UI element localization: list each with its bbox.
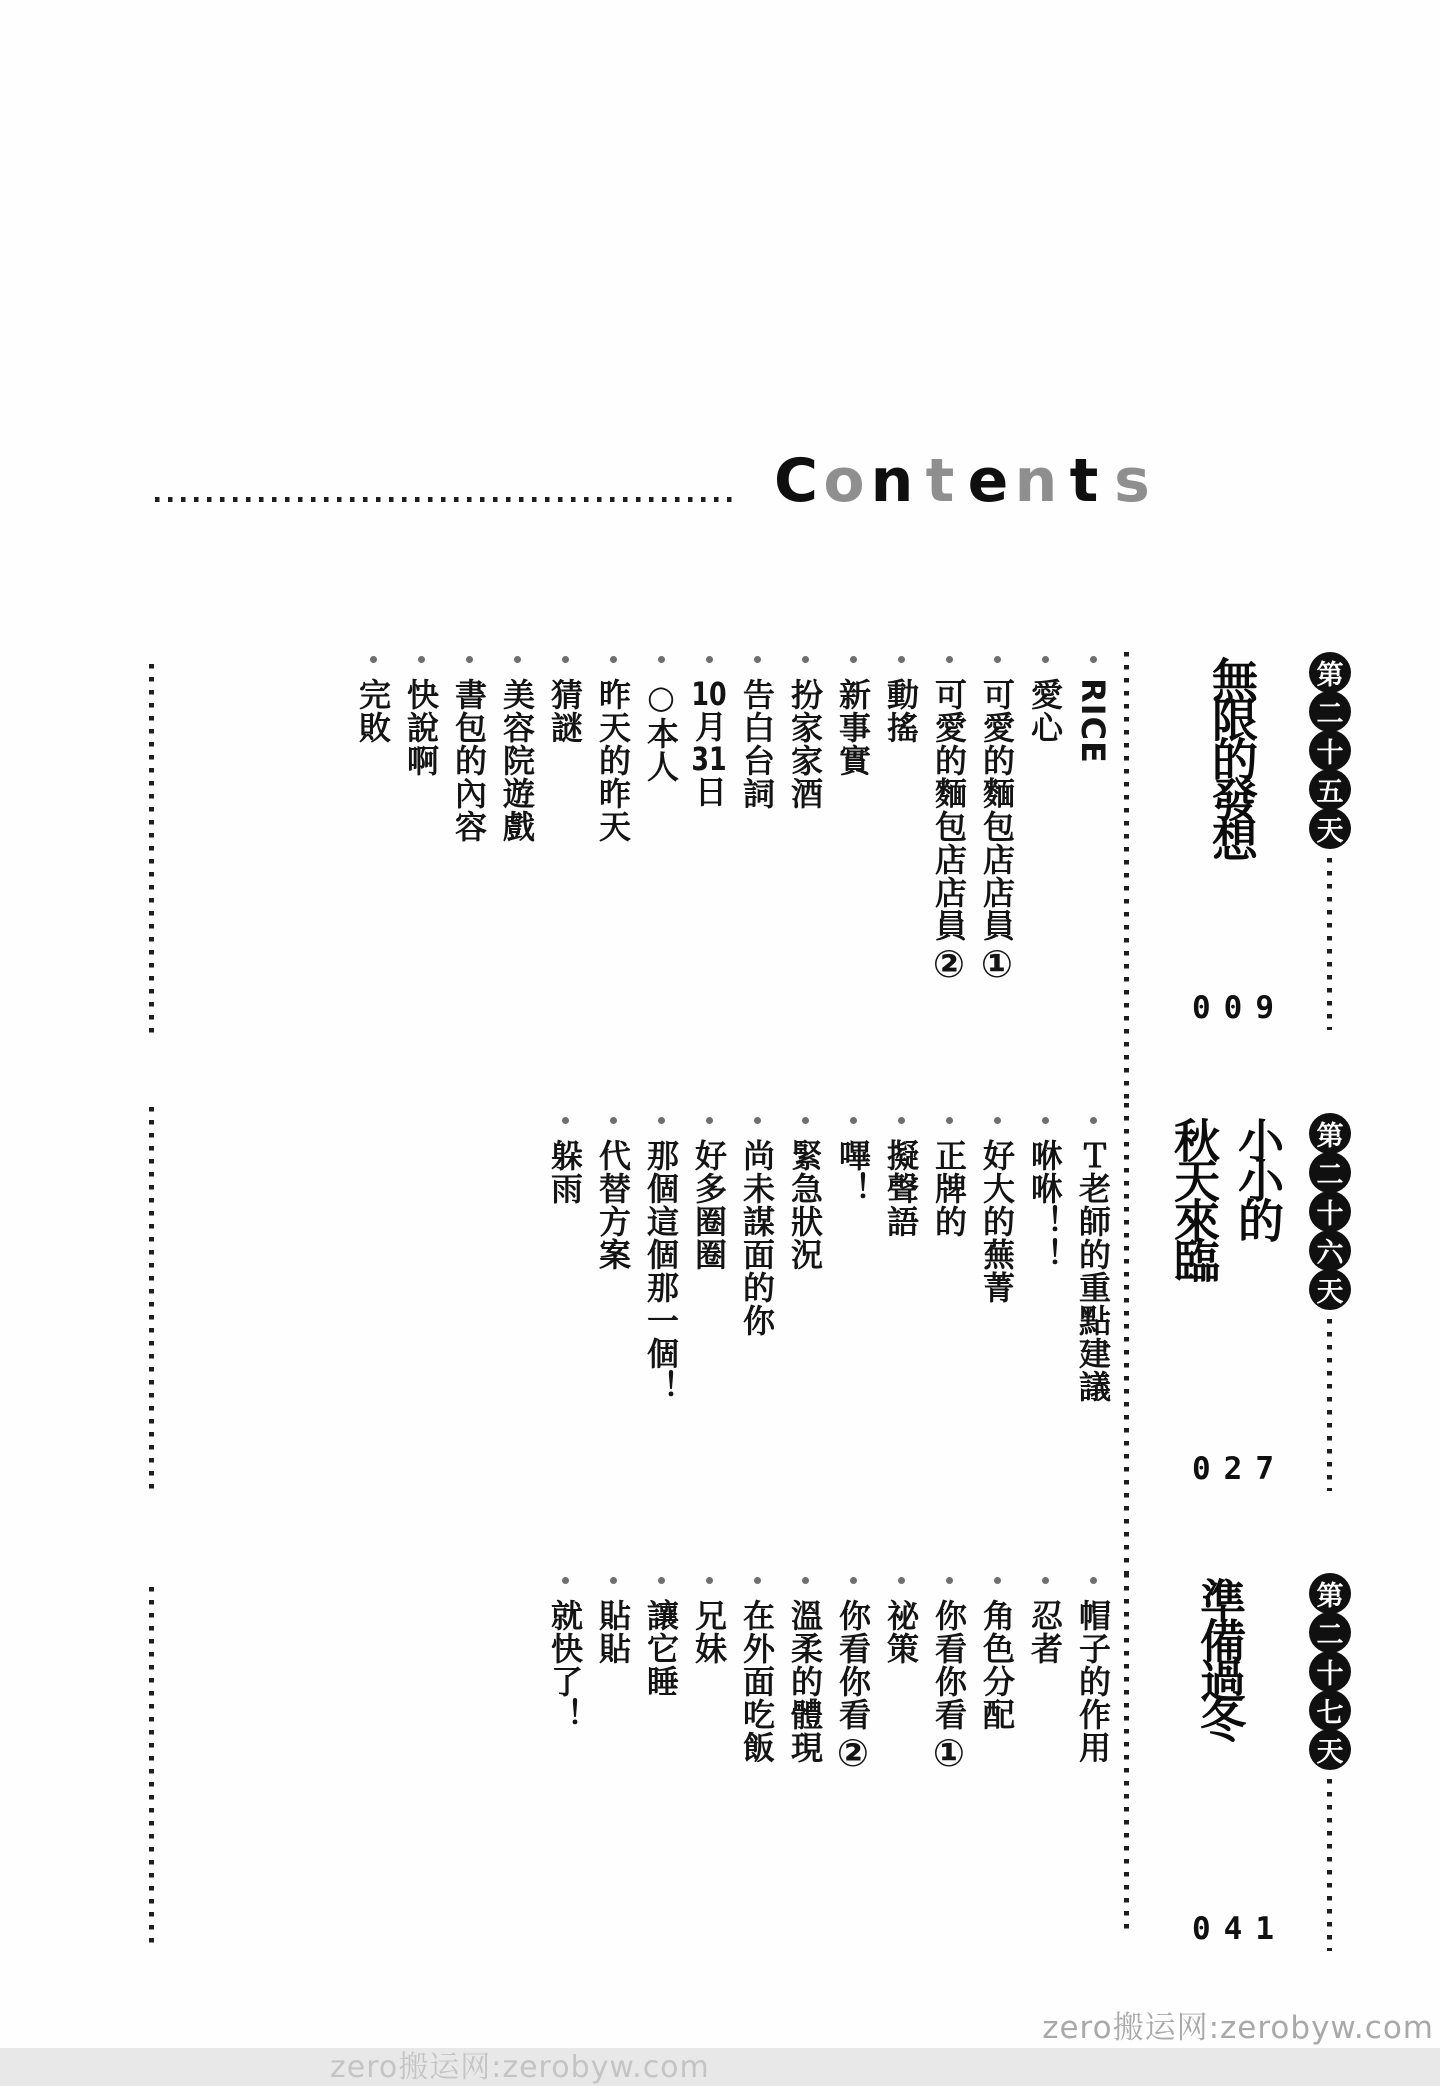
episode-title: 躲雨	[546, 1139, 584, 1205]
bullet-dot	[706, 656, 713, 663]
contents-letter: C	[773, 446, 819, 516]
episode-item	[692, 656, 726, 808]
episode-title: Ｔ老師的重點建議	[1074, 1139, 1112, 1403]
episode-title: 書包的內容	[450, 678, 488, 843]
contents-wordmark	[772, 448, 1156, 514]
episode-list	[356, 656, 1110, 986]
bullet-dot	[994, 1117, 1001, 1124]
left-dotted-line	[149, 664, 154, 1036]
episode-item	[884, 1117, 918, 1238]
day-badge	[1309, 652, 1351, 847]
episode-title: RICE	[1074, 678, 1112, 764]
episode-title: 在外面吃飯	[738, 1599, 776, 1764]
episode-title: 咻咻！！	[1026, 1139, 1064, 1271]
day-badge-character: 第	[1309, 652, 1351, 693]
episode-item	[1076, 656, 1110, 764]
bullet-dot	[562, 1117, 569, 1124]
episode-item	[884, 1577, 918, 1665]
chapter-title-column: 小小的	[1231, 1117, 1285, 1237]
episode-item	[692, 1577, 726, 1665]
episode-title: 讓它睡	[642, 1599, 680, 1698]
bullet-dot	[802, 1577, 809, 1584]
episode-list	[548, 1117, 1110, 1403]
bullet-dot	[658, 656, 665, 663]
day-badge-character: 天	[1309, 1269, 1351, 1310]
page-number: 027	[1192, 1451, 1287, 1487]
episode-item	[884, 656, 918, 744]
episode-title: 就快了！	[546, 1599, 584, 1731]
day-badge-character: 七	[1309, 1690, 1351, 1731]
left-dotted-line	[149, 1587, 154, 1944]
episode-item	[596, 1117, 630, 1271]
day-badge-character: 十	[1309, 1191, 1351, 1232]
episode-item	[980, 1117, 1014, 1304]
badge-dotted-line	[1327, 858, 1332, 1030]
episode-item	[692, 1117, 726, 1271]
day-badge-character: 五	[1309, 769, 1351, 810]
episode-item	[452, 656, 486, 843]
episode-item	[500, 656, 534, 843]
separator-dotted-line	[1124, 1103, 1129, 1581]
episode-title: ○本人	[642, 678, 680, 783]
episode-item	[1028, 656, 1062, 744]
separator-dotted-line	[1124, 1573, 1129, 1931]
contents-letter: o	[823, 446, 865, 516]
episode-title: 猜謎	[546, 678, 584, 744]
left-dotted-line	[149, 1107, 154, 1491]
episode-title: 告白台詞	[738, 678, 776, 810]
episode-title: 擬聲語	[882, 1139, 920, 1238]
bullet-dot	[706, 1577, 713, 1584]
episode-title: 愛心	[1026, 678, 1064, 744]
day-badge	[1309, 1113, 1351, 1308]
contents-letter: n	[870, 446, 914, 516]
bullet-dot	[850, 1577, 857, 1584]
bullet-dot	[562, 656, 569, 663]
bullet-dot	[610, 1577, 617, 1584]
episode-item	[836, 1117, 870, 1205]
episode-item	[1076, 1577, 1110, 1764]
bullet-dot	[706, 1117, 713, 1124]
page-number: 009	[1192, 990, 1287, 1026]
watermark-clipped: zero搬运网:zerobyw.com	[330, 2050, 710, 2085]
bullet-dot	[1042, 1577, 1049, 1584]
bullet-dot	[850, 656, 857, 663]
episode-title: 帽子的作用	[1074, 1599, 1112, 1764]
episode-item	[788, 1117, 822, 1271]
day-badge-character: 二	[1309, 691, 1351, 732]
episode-title: 緊急狀況	[786, 1139, 824, 1271]
bullet-dot	[658, 1117, 665, 1124]
episode-item	[740, 656, 774, 810]
badge-dotted-line	[1327, 1319, 1332, 1491]
episode-item	[644, 1117, 678, 1403]
episode-title: 溫柔的體現	[786, 1599, 824, 1764]
episode-item	[836, 656, 870, 777]
day-badge-character: 天	[1309, 1729, 1351, 1770]
chapter-title	[1200, 656, 1264, 856]
episode-title: 尚未謀面的你	[738, 1139, 776, 1337]
contents-letter: e	[967, 446, 1009, 516]
contents-dotted-rule	[155, 497, 735, 502]
bullet-dot	[658, 1577, 665, 1584]
bullet-dot	[1042, 656, 1049, 663]
bullet-dot	[802, 656, 809, 663]
chapter-title-column: 準備過冬	[1193, 1577, 1247, 1737]
episode-title: 代替方案	[594, 1139, 632, 1271]
episode-item	[831, 1577, 875, 1775]
episode-title: 祕策	[882, 1599, 920, 1665]
day-badge-character: 二	[1309, 1152, 1351, 1193]
episode-item	[548, 1117, 582, 1205]
episode-item	[980, 1577, 1014, 1731]
episode-title: 昨天的昨天	[594, 678, 632, 843]
episode-item	[644, 1577, 678, 1698]
episode-item	[740, 1117, 774, 1337]
episode-item	[740, 1577, 774, 1764]
contents-letter: t	[1069, 446, 1099, 516]
episode-item	[1076, 1117, 1110, 1403]
episode-title: 忍者	[1026, 1599, 1064, 1665]
episode-item	[548, 1577, 582, 1731]
episode-item	[356, 656, 390, 744]
episode-list	[548, 1577, 1110, 1775]
bullet-dot	[418, 656, 425, 663]
episode-title: 可愛的麵包店店員②	[927, 678, 971, 986]
episode-title: 你看你看①	[927, 1599, 971, 1775]
episode-title: 快說啊	[402, 678, 440, 777]
bullet-dot	[850, 1117, 857, 1124]
bullet-dot	[514, 656, 521, 663]
badge-dotted-line	[1327, 1779, 1332, 1951]
watermark: zero搬运网:zerobyw.com	[1042, 2010, 1434, 2046]
bullet-dot	[1090, 1117, 1097, 1124]
bullet-dot	[946, 656, 953, 663]
episode-item	[975, 656, 1019, 986]
episode-item	[932, 1117, 966, 1238]
contents-letter: s	[1114, 446, 1150, 516]
bullet-dot	[802, 1117, 809, 1124]
bullet-dot	[994, 656, 1001, 663]
day-badge-character: 十	[1309, 730, 1351, 771]
episode-item	[927, 656, 971, 986]
episode-item	[927, 1577, 971, 1775]
chapter-title	[1162, 1117, 1290, 1277]
day-badge-character: 天	[1309, 808, 1351, 849]
bullet-dot	[754, 656, 761, 663]
episode-title: 你看你看②	[831, 1599, 875, 1775]
episode-title: 好多圈圈	[690, 1139, 728, 1271]
day-badge-character: 六	[1309, 1230, 1351, 1271]
bullet-dot	[898, 1577, 905, 1584]
day-badge	[1309, 1573, 1351, 1768]
episode-title: 貼貼	[594, 1599, 632, 1665]
episode-item	[548, 656, 582, 744]
day-badge-character: 二	[1309, 1612, 1351, 1653]
episode-title: 美容院遊戲	[498, 678, 536, 843]
bullet-dot	[1042, 1117, 1049, 1124]
episode-title: 扮家家酒	[786, 678, 824, 810]
chapter-title-column: 無限的發想	[1205, 656, 1259, 856]
contents-letter: t	[925, 446, 955, 516]
bullet-dot	[610, 1117, 617, 1124]
bullet-dot	[754, 1117, 761, 1124]
episode-title: 角色分配	[978, 1599, 1016, 1731]
bullet-dot	[994, 1577, 1001, 1584]
page-number: 041	[1192, 1911, 1287, 1947]
episode-title: 10月31日	[690, 678, 728, 808]
episode-title: 動搖	[882, 678, 920, 744]
bullet-dot	[562, 1577, 569, 1584]
episode-item	[788, 656, 822, 810]
episode-title: 兄妹	[690, 1599, 728, 1665]
contents-letter: n	[1014, 446, 1058, 516]
bullet-dot	[946, 1577, 953, 1584]
episode-item	[1028, 1577, 1062, 1665]
episode-title: 新事實	[834, 678, 872, 777]
bullet-dot	[1090, 1577, 1097, 1584]
bullet-dot	[946, 1117, 953, 1124]
episode-item	[596, 656, 630, 843]
day-badge-character: 第	[1309, 1573, 1351, 1614]
bullet-dot	[610, 656, 617, 663]
bullet-dot	[898, 1117, 905, 1124]
episode-title: 嗶！	[834, 1139, 872, 1205]
episode-title: 好大的蕪菁	[978, 1139, 1016, 1304]
bullet-dot	[754, 1577, 761, 1584]
chapter-title-column: 秋天來臨	[1167, 1117, 1221, 1277]
chapter-title	[1188, 1577, 1252, 1737]
bullet-dot	[370, 656, 377, 663]
episode-title: 完敗	[354, 678, 392, 744]
episode-item	[644, 656, 678, 783]
episode-item	[788, 1577, 822, 1764]
day-badge-character: 第	[1309, 1113, 1351, 1154]
episode-item	[404, 656, 438, 777]
episode-item	[596, 1577, 630, 1665]
episode-title: 正牌的	[930, 1139, 968, 1238]
episode-title: 可愛的麵包店店員①	[975, 678, 1019, 986]
episode-item	[1028, 1117, 1062, 1271]
bullet-dot	[1090, 656, 1097, 663]
separator-dotted-line	[1124, 652, 1129, 1104]
episode-title: 那個這個那一個！	[642, 1139, 680, 1403]
bullet-dot	[898, 656, 905, 663]
day-badge-character: 十	[1309, 1651, 1351, 1692]
bullet-dot	[466, 656, 473, 663]
